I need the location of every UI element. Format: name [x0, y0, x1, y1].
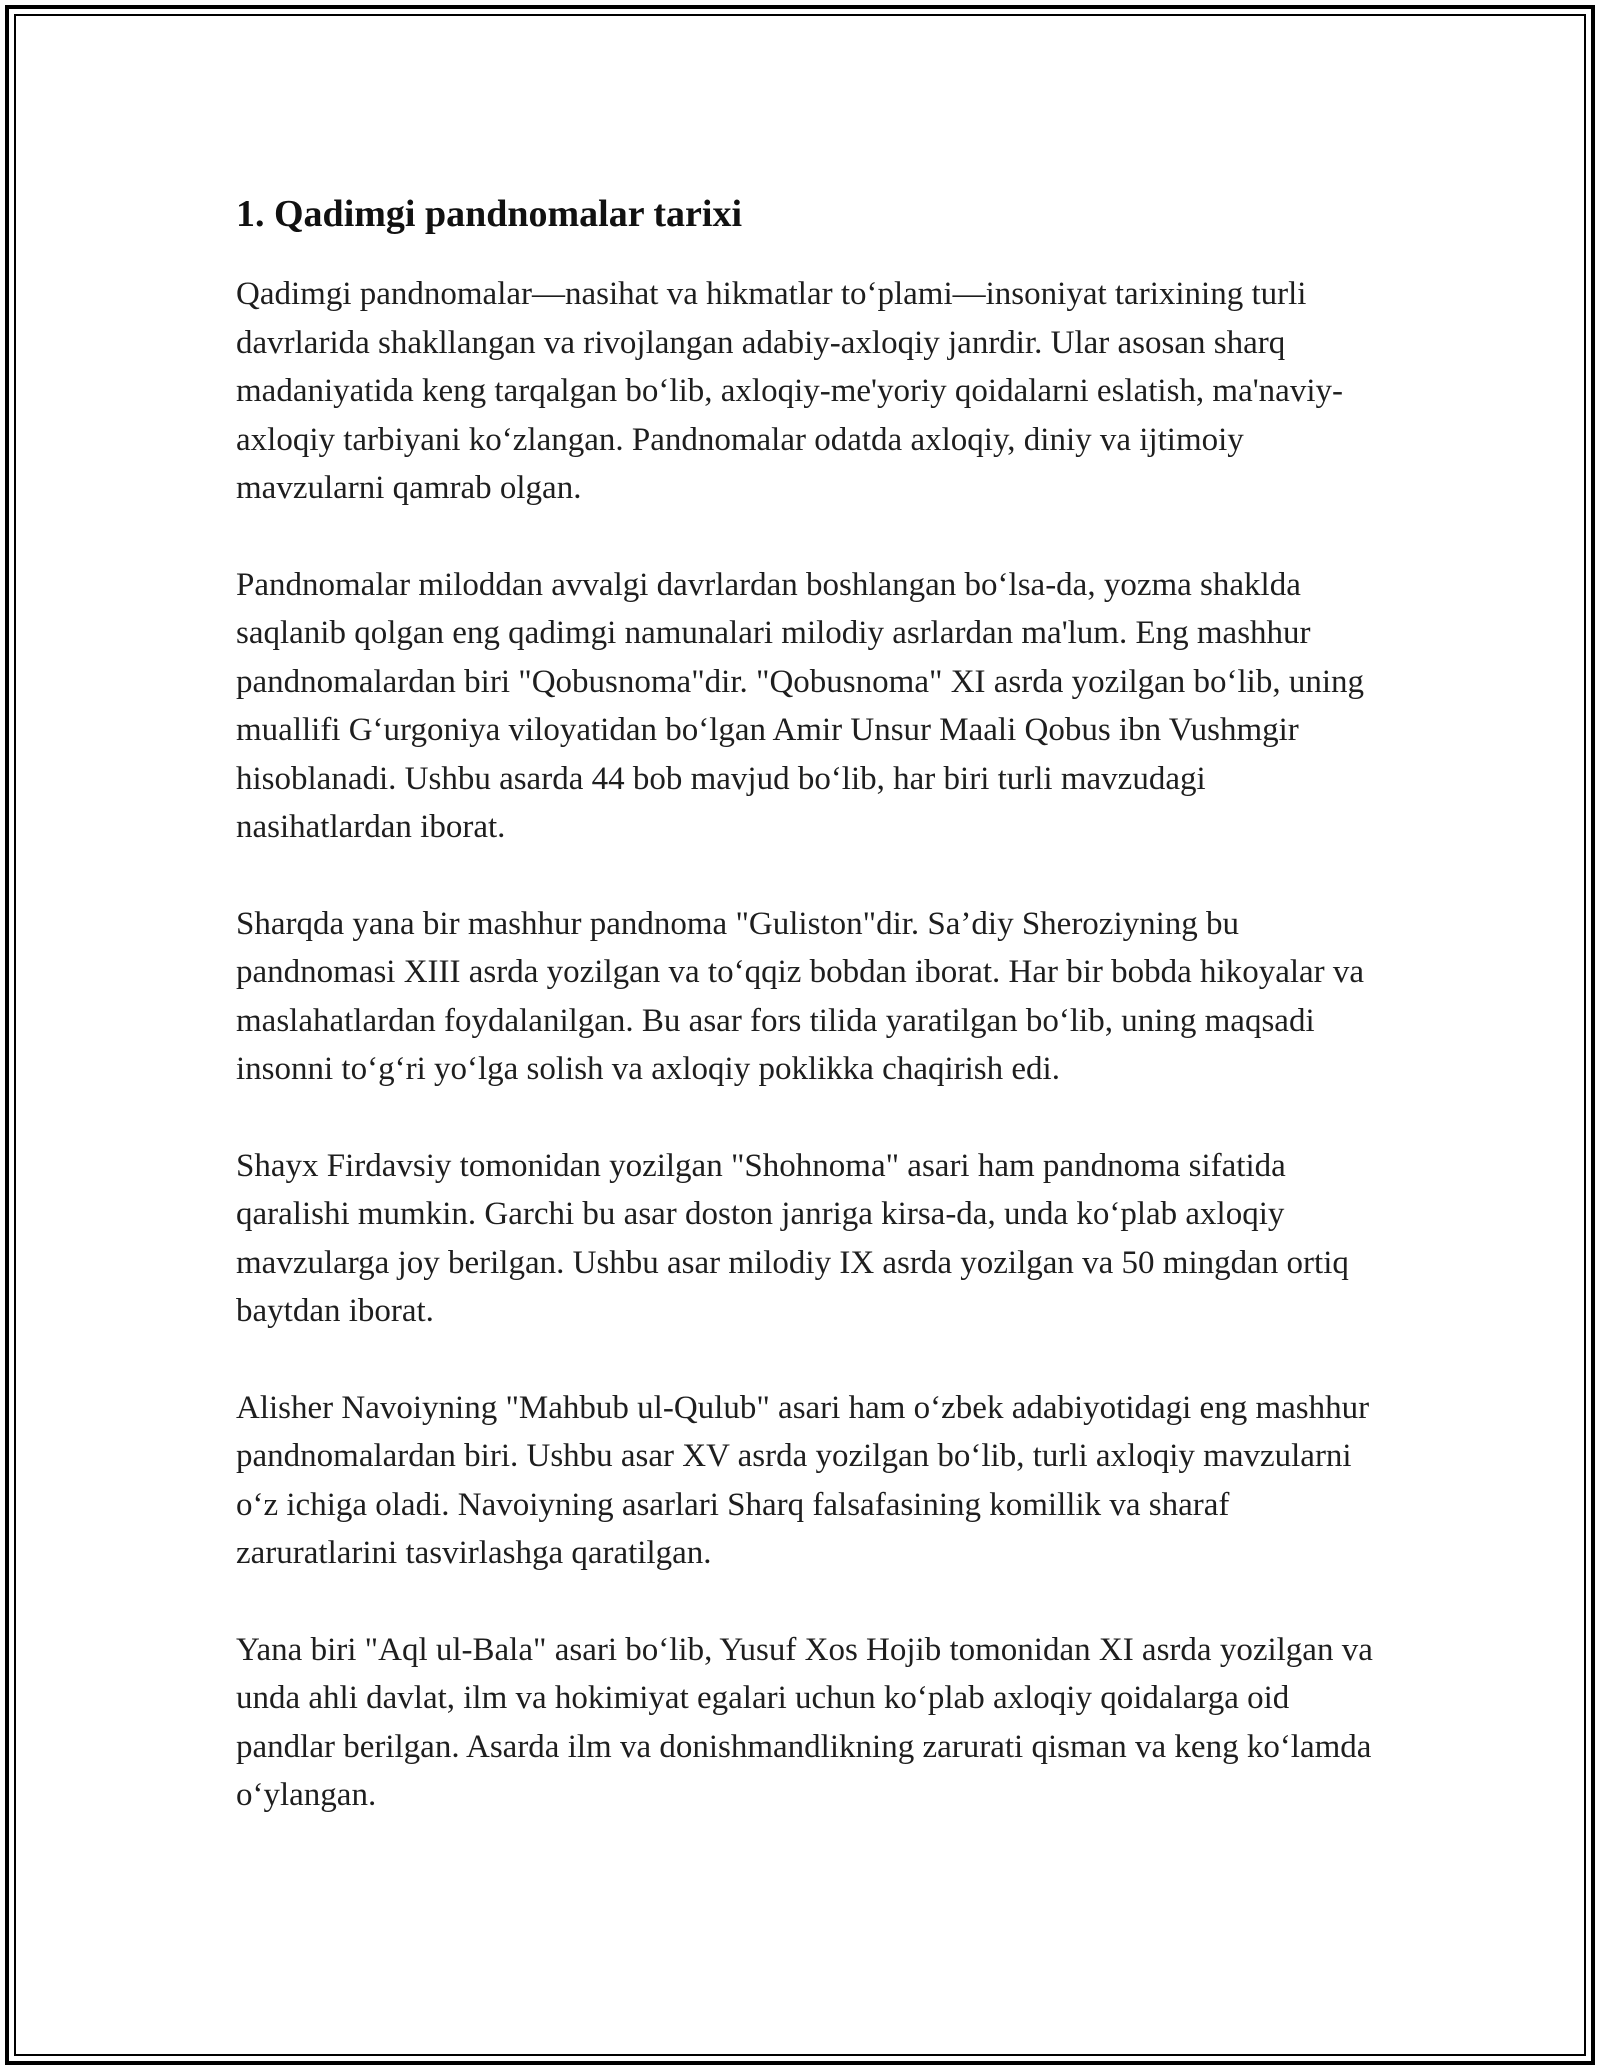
- paragraph-qobusnoma: Pandnomalar miloddan avvalgi davrlardan boshlangan bo‘lsa-da, yozma shaklda saqlanib qolgan eng qadimgi namunalari milodiy asrlardan ma'lum. Eng mashhur pandnomalardan biri "Qobusnoma"dir. "Qobusnoma" XI asrda yozilgan bo‘lib, uning muallifi G‘urgoniya viloyatidan bo‘lgan Amir Unsur Maali Qobus ibn Vushmgir hisoblanadi. Ushbu asarda 44 bob mavjud bo‘lib, har biri turli mavzudagi nasihatlardan iborat.: [236, 566, 1365, 845]
- paragraph-mahbub-ul-qulub: Alisher Navoiyning "Mahbub ul-Qulub" asari ham o‘zbek adabiyotidagi eng mashhur pandnomalardan biri. Ushbu asar XV asrda yozilgan bo‘lib, turli axloqiy mavzularni o‘z ichiga oladi. Navoiyning asarlari Sharq falsafasining komillik va sharaf zaruratlarini tasvirlashga qaratilgan.: [236, 1389, 1370, 1571]
- paragraph-intro: Qadimgi pandnomalar—nasihat va hikmatlar to‘plami—insoniyat tarixining turli davrlarida shakllangan va rivojlangan adabiy-axloqiy janrdir. Ular asosan sharq madaniyatida keng tarqalgan bo‘lib, axloqiy-me'yoriy qoidalarni eslatish, ma'naviy-axloqiy tarbiyani ko‘zlangan. Pandnomalar odatda axloqiy, diniy va ijtimoiy mavzularni qamrab olgan.: [236, 276, 1343, 506]
- section-heading: 1. Qadimgi pandnomalar tarixi: [236, 193, 743, 235]
- paragraph-shohnoma: Shayx Firdavsiy tomonidan yozilgan "Shohnoma" asari ham pandnoma sifatida qaralishi mumkin. Garchi bu asar doston janriga kirsa-da, unda ko‘plab axloqiy mavzularga joy berilgan. Ushbu asar milodiy IX asrda yozilgan va 50 mingdan ortiq baytdan iborat.: [236, 1147, 1349, 1329]
- paragraph-aql-ul-bala: Yana biri "Aql ul-Bala" asari bo‘lib, Yusuf Xos Hojib tomonidan XI asrda yozilgan va unda ahli davlat, ilm va hokimiyat egalari uchun ko‘plab axloqiy qoidalarga oid pandlar berilgan. Asarda ilm va donishmandlikning zarurati qisman va keng ko‘lamda o‘ylangan.: [236, 1631, 1373, 1813]
- paragraph-guliston: Sharqda yana bir mashhur pandnoma "Guliston"dir. Sa’diy Sheroziyning bu pandnomasi XIII asrda yozilgan va to‘qqiz bobdan iborat. Har bir bobda hikoyalar va maslahatlardan foydalanilgan. Bu asar fors tilida yaratilgan bo‘lib, uning maqsadi insonni to‘g‘ri yo‘lga solish va axloqiy poklikka chaqirish edi.: [236, 905, 1365, 1087]
- document-body: [236, 186, 1376, 1868]
